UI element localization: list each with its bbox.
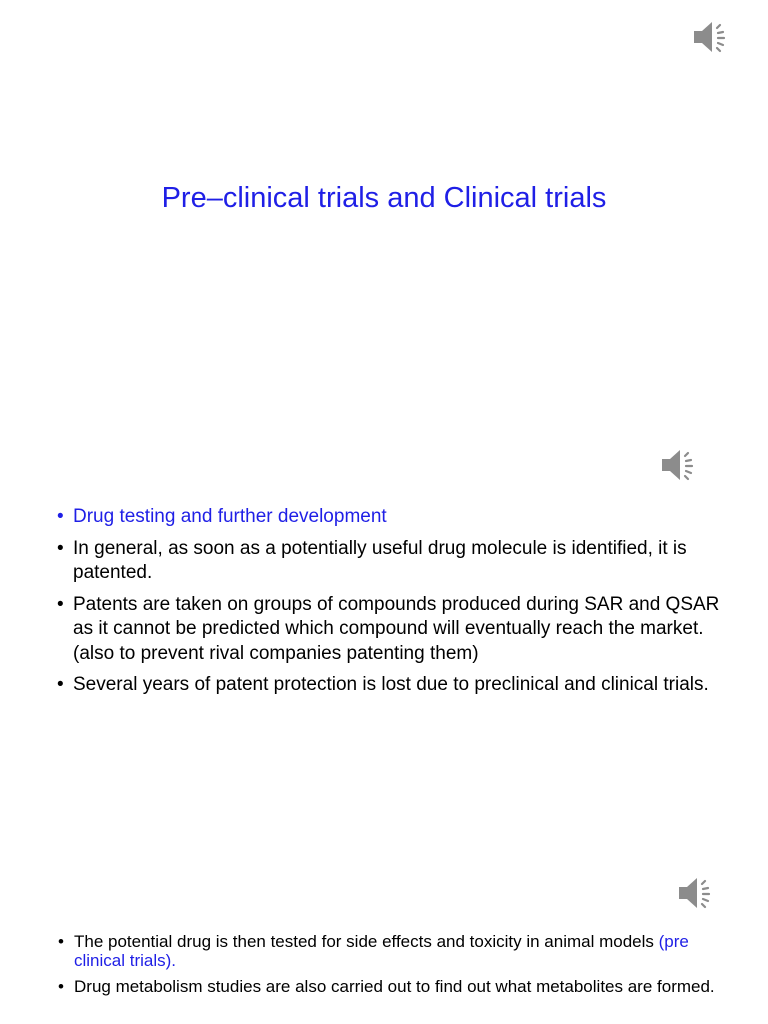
bullet-item: • Drug testing and further development [57, 505, 722, 530]
bullet-text: The potential drug is then tested for side effects and toxicity in animal models [74, 932, 659, 951]
bullet-highlight: (pre clinical trials). [74, 932, 689, 970]
bullet-item: • In general, as soon as a potentially useful drug molecule is identified, it is patented. [57, 537, 722, 586]
slide-2 [0, 430, 768, 850]
bullet-list [58, 932, 718, 1003]
speaker-icon[interactable] [677, 875, 717, 911]
bullet-list [57, 505, 722, 705]
slide-3 [0, 850, 768, 1024]
bullet-item: • Drug metabolism studies are also carried out to find out what metabolites are formed. [58, 977, 718, 996]
bullet-item: • Several years of patent protection is lost due to preclinical and clinical trials. [57, 673, 722, 698]
speaker-icon[interactable] [660, 447, 700, 483]
slide-title: Pre–clinical trials and Clinical trials [161, 182, 607, 214]
slide-1 [0, 0, 768, 430]
bullet-item: • Patents are taken on groups of compounds produced during SAR and QSAR as it cannot be predicted which compound will eventually reach the market. (also to prevent rival companies patenting them) [57, 593, 722, 667]
speaker-icon[interactable] [692, 19, 732, 55]
bullet-item [58, 932, 718, 970]
